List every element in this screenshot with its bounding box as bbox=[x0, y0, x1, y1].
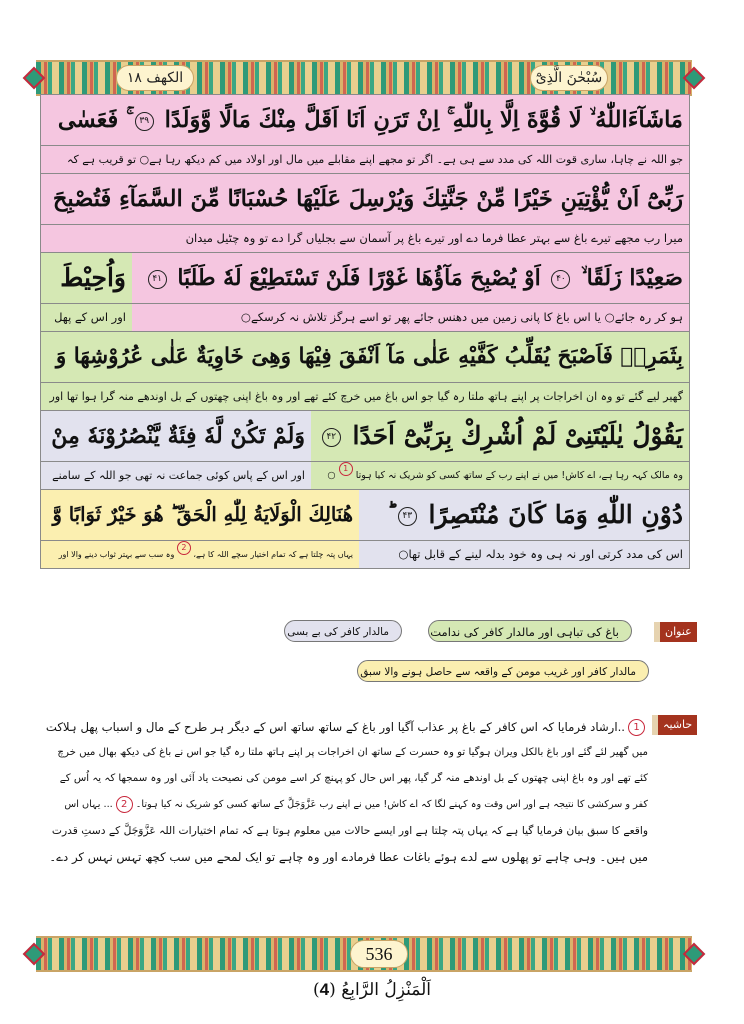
commentary-line: میں گھیر لئے گئے اور باغ بالکل ویران ہوگیا تو وہ حسرت کے ساتھ ان اخراجات پر اپنے ہاتھ ملتا رہ گیا جو اس نے باغ کی دیکھ بھال میں خرچ bbox=[57, 747, 648, 758]
translation-segment: میرا رب مجھے تیرے باغ سے بہتر عطا فرما دے اور تیرے باغ پر آسمان سے بجلیاں گرا دے تو وہ چٹیل میدان bbox=[41, 225, 689, 252]
commentary-line bbox=[42, 714, 648, 740]
ayah-number: ۴۲ bbox=[322, 428, 341, 447]
translation-segment: ہو کر رہ جائے○ یا اس باغ کا پانی زمین میں دھنس جائے پھر تو اسے ہرگز تلاش نہ کرسکے○ bbox=[132, 304, 689, 331]
unwan-label: عنوان bbox=[654, 622, 697, 642]
footnote-marker[interactable]: 2 bbox=[177, 541, 191, 555]
translation-segment bbox=[41, 541, 359, 568]
arabic-text: اَوْ یُصْبِحَ مَآؤُهَا غَوْرًا فَلَنْ تَسْتَطِیْعَ لَهٗ طَلَبًا bbox=[177, 265, 541, 291]
commentary-text bbox=[42, 714, 648, 870]
manzil-label: اَلْمَنْزِلُ الرَّابِعُ (4) bbox=[313, 980, 431, 1000]
translation-row bbox=[41, 462, 689, 490]
commentary-text-span: ... یہاں اس bbox=[64, 799, 113, 810]
translation-text: وہ مالک کہہ رہا ہے، اے کاش! میں نے اپنے رب کے ساتھ کسی کو شریک نہ کیا ہوتا bbox=[355, 470, 683, 481]
ayah-number: ۴۳ bbox=[398, 507, 417, 526]
arabic-row bbox=[41, 95, 689, 146]
translation-row bbox=[41, 225, 689, 253]
footnote-marker[interactable]: 1 bbox=[628, 719, 645, 736]
arabic-row bbox=[41, 174, 689, 225]
translation-segment: اس کی مدد کرتی اور نہ ہی وہ خود بدلہ لینے کے قابل تھا○ bbox=[359, 541, 689, 568]
arabic-text: دُوْنِ اللّٰهِ وَمَا كَانَ مُنْتَصِرًا bbox=[428, 500, 683, 529]
quran-text-box bbox=[40, 94, 690, 569]
arabic-segment: وَلَمْ تَكُنْ لَّهٗ فِئَةٌ یَّنْصُرُوْنَهٗ مِنْ bbox=[41, 411, 311, 461]
manzil-number: 4 bbox=[319, 980, 330, 999]
arabic-text: یَقُوْلُ یٰلَیْتَنِیْ لَمْ اُشْرِكْ بِرَبِّیْٓ اَحَدًا bbox=[352, 421, 683, 450]
translation-segment: اور اس کے پھل bbox=[41, 304, 132, 331]
translation-row bbox=[41, 146, 689, 174]
arabic-segment bbox=[311, 411, 689, 461]
translation-text: ○ bbox=[327, 470, 336, 481]
manzil-text: اَلْمَنْزِلُ الرَّابِعُ bbox=[341, 980, 431, 1000]
topic-pill[interactable]: باغ کی تباہی اور مالدار کافر کی ندامت bbox=[428, 620, 632, 642]
arabic-row bbox=[41, 411, 689, 462]
arabic-text: مَاشَآءَاللّٰهُ ۙ لَا قُوَّةَ اِلَّا بِاللّٰهِ ۚ اِنْ تَرَنِ اَنَا اَقَلَّ مِنْكَ مَالًا وَّوَلَدًا bbox=[164, 107, 683, 133]
translation-segment: گھیر لیے گئے تو وہ ان اخراجات پر اپنے ہاتھ ملتا رہ گیا جو اس باغ میں خرچ کئے تھے اور وہ باغ اپنی چھتوں کے بل اوندھے منہ گرا ہوا تھا اور bbox=[41, 383, 689, 410]
arabic-text: ۚ فَعَسٰی bbox=[57, 107, 127, 133]
arabic-row bbox=[41, 332, 689, 383]
arabic-segment bbox=[359, 490, 689, 540]
topic-pill[interactable]: مالدار کافر کی بے بسی bbox=[284, 620, 402, 642]
commentary-text-span: ..ارشاد فرمایا کہ اس کافر کے باغ پر عذاب آگیا اور باغ کے ساتھ ساتھ اس کے دیگر ہر طرح کے مال و اسباب پھل ہلاکت bbox=[45, 720, 625, 734]
translation-row bbox=[41, 383, 689, 411]
page-number: 536 bbox=[350, 940, 408, 968]
arabic-segment: بِثَمَرِهٖ فَاَصْبَحَ یُقَلِّبُ كَفَّیْهِ عَلٰی مَآ اَنْفَقَ فِیْهَا وَهِیَ خَاوِیَةٌ عَلٰی عُرُوْشِهَا وَ bbox=[41, 332, 689, 382]
para-cartouche: سُبْحٰنَ الَّذِیْٓ bbox=[530, 65, 608, 91]
arabic-segment: هُنَالِكَ الْوَلَایَةُ لِلّٰهِ الْحَقِّ ؕ هُوَ خَیْرٌ ثَوَابًا وَّ bbox=[41, 490, 359, 540]
translation-segment bbox=[311, 462, 689, 489]
arabic-segment: رَبِّیْٓ اَنْ یُّؤْتِیَنِ خَیْرًا مِّنْ جَنَّتِكَ وَیُرْسِلَ عَلَیْهَا حُسْبَانًا مِّنَ السَّمَآءِ فَتُصْبِحَ bbox=[41, 174, 689, 224]
surah-cartouche: الکھف ۱۸ bbox=[116, 65, 194, 91]
translation-segment: اور اس کے پاس کوئی جماعت نہ تھی جو اللہ کے سامنے bbox=[41, 462, 311, 489]
hashia-label: حاشیہ bbox=[652, 715, 697, 735]
ayah-number: ۴۱ bbox=[148, 270, 167, 289]
arabic-segment: وَاُحِیْطَ bbox=[41, 253, 132, 303]
bottom-ornamental-border bbox=[36, 936, 692, 972]
topic-pill[interactable]: مالدار کافر اور غریب مومن کے واقعہ سے حاصل ہونے والا سبق bbox=[357, 660, 649, 682]
arabic-segment bbox=[132, 253, 689, 303]
commentary-line: میں ہیں۔ وہی چاہے تو پھلوں سے لدے ہوئے باغات عطا فرمادے اور وہ چاہے تو ایک لمحے میں سب کچھ تہس نہس کر دے۔ bbox=[49, 850, 648, 864]
translation-text: وہ سب سے بہتر ثواب دینے والا اور bbox=[58, 550, 175, 559]
commentary-line bbox=[42, 792, 648, 818]
top-ornamental-border bbox=[36, 60, 692, 96]
translation-row bbox=[41, 541, 689, 568]
commentary-line: کئے تھے اور وہ باغ اپنی چھتوں کے بل اوندھے منہ گر گیا، پھر اس حال کو پہنچ کر اسے مومن کی نصیحت یاد آئی اور وہ سمجھا کہ یہ اُس کے bbox=[59, 773, 648, 784]
arabic-row bbox=[41, 253, 689, 304]
translation-text: یہاں پتہ چلتا ہے کہ تمام اختیار سچے اللہ کا ہے، bbox=[193, 550, 353, 559]
arabic-row bbox=[41, 490, 689, 541]
ayah-number: ۳۹ bbox=[135, 112, 154, 131]
footnote-marker[interactable]: 2 bbox=[116, 796, 133, 813]
translation-row bbox=[41, 304, 689, 332]
footnote-marker[interactable]: 1 bbox=[339, 462, 353, 476]
commentary-line: واقعے کا سبق بیان فرمایا گیا ہے کہ یہاں پتہ چلتا ہے اور ایسے حالات میں معلوم ہوتا ہے کہ تمام اختیارات اللہ عَزَّوَجَلَّ کے دستِ قدرت bbox=[51, 824, 648, 837]
ayah-number: ۴۰ bbox=[551, 270, 570, 289]
arabic-text: صَعِیْدًا زَلَقًا ۙ bbox=[581, 265, 683, 291]
commentary-text-span: کفر و سرکشی کا نتیجہ ہے اور اس وقت وہ کہنے لگا کہ اے کاش! میں نے اپنے رب عَزَّوَجَلَّ کے ساتھ کسی کو شریک نہ کیا ہوتا۔ bbox=[135, 799, 648, 810]
arabic-segment bbox=[41, 95, 689, 145]
translation-segment: جو اللہ نے چاہا، ساری قوت اللہ کی مدد سے ہی ہے۔ اگر تو مجھے اپنے مقابلے میں مال اور اولاد میں کم دیکھ رہا ہے○ تو قریب ہے کہ bbox=[41, 146, 689, 173]
